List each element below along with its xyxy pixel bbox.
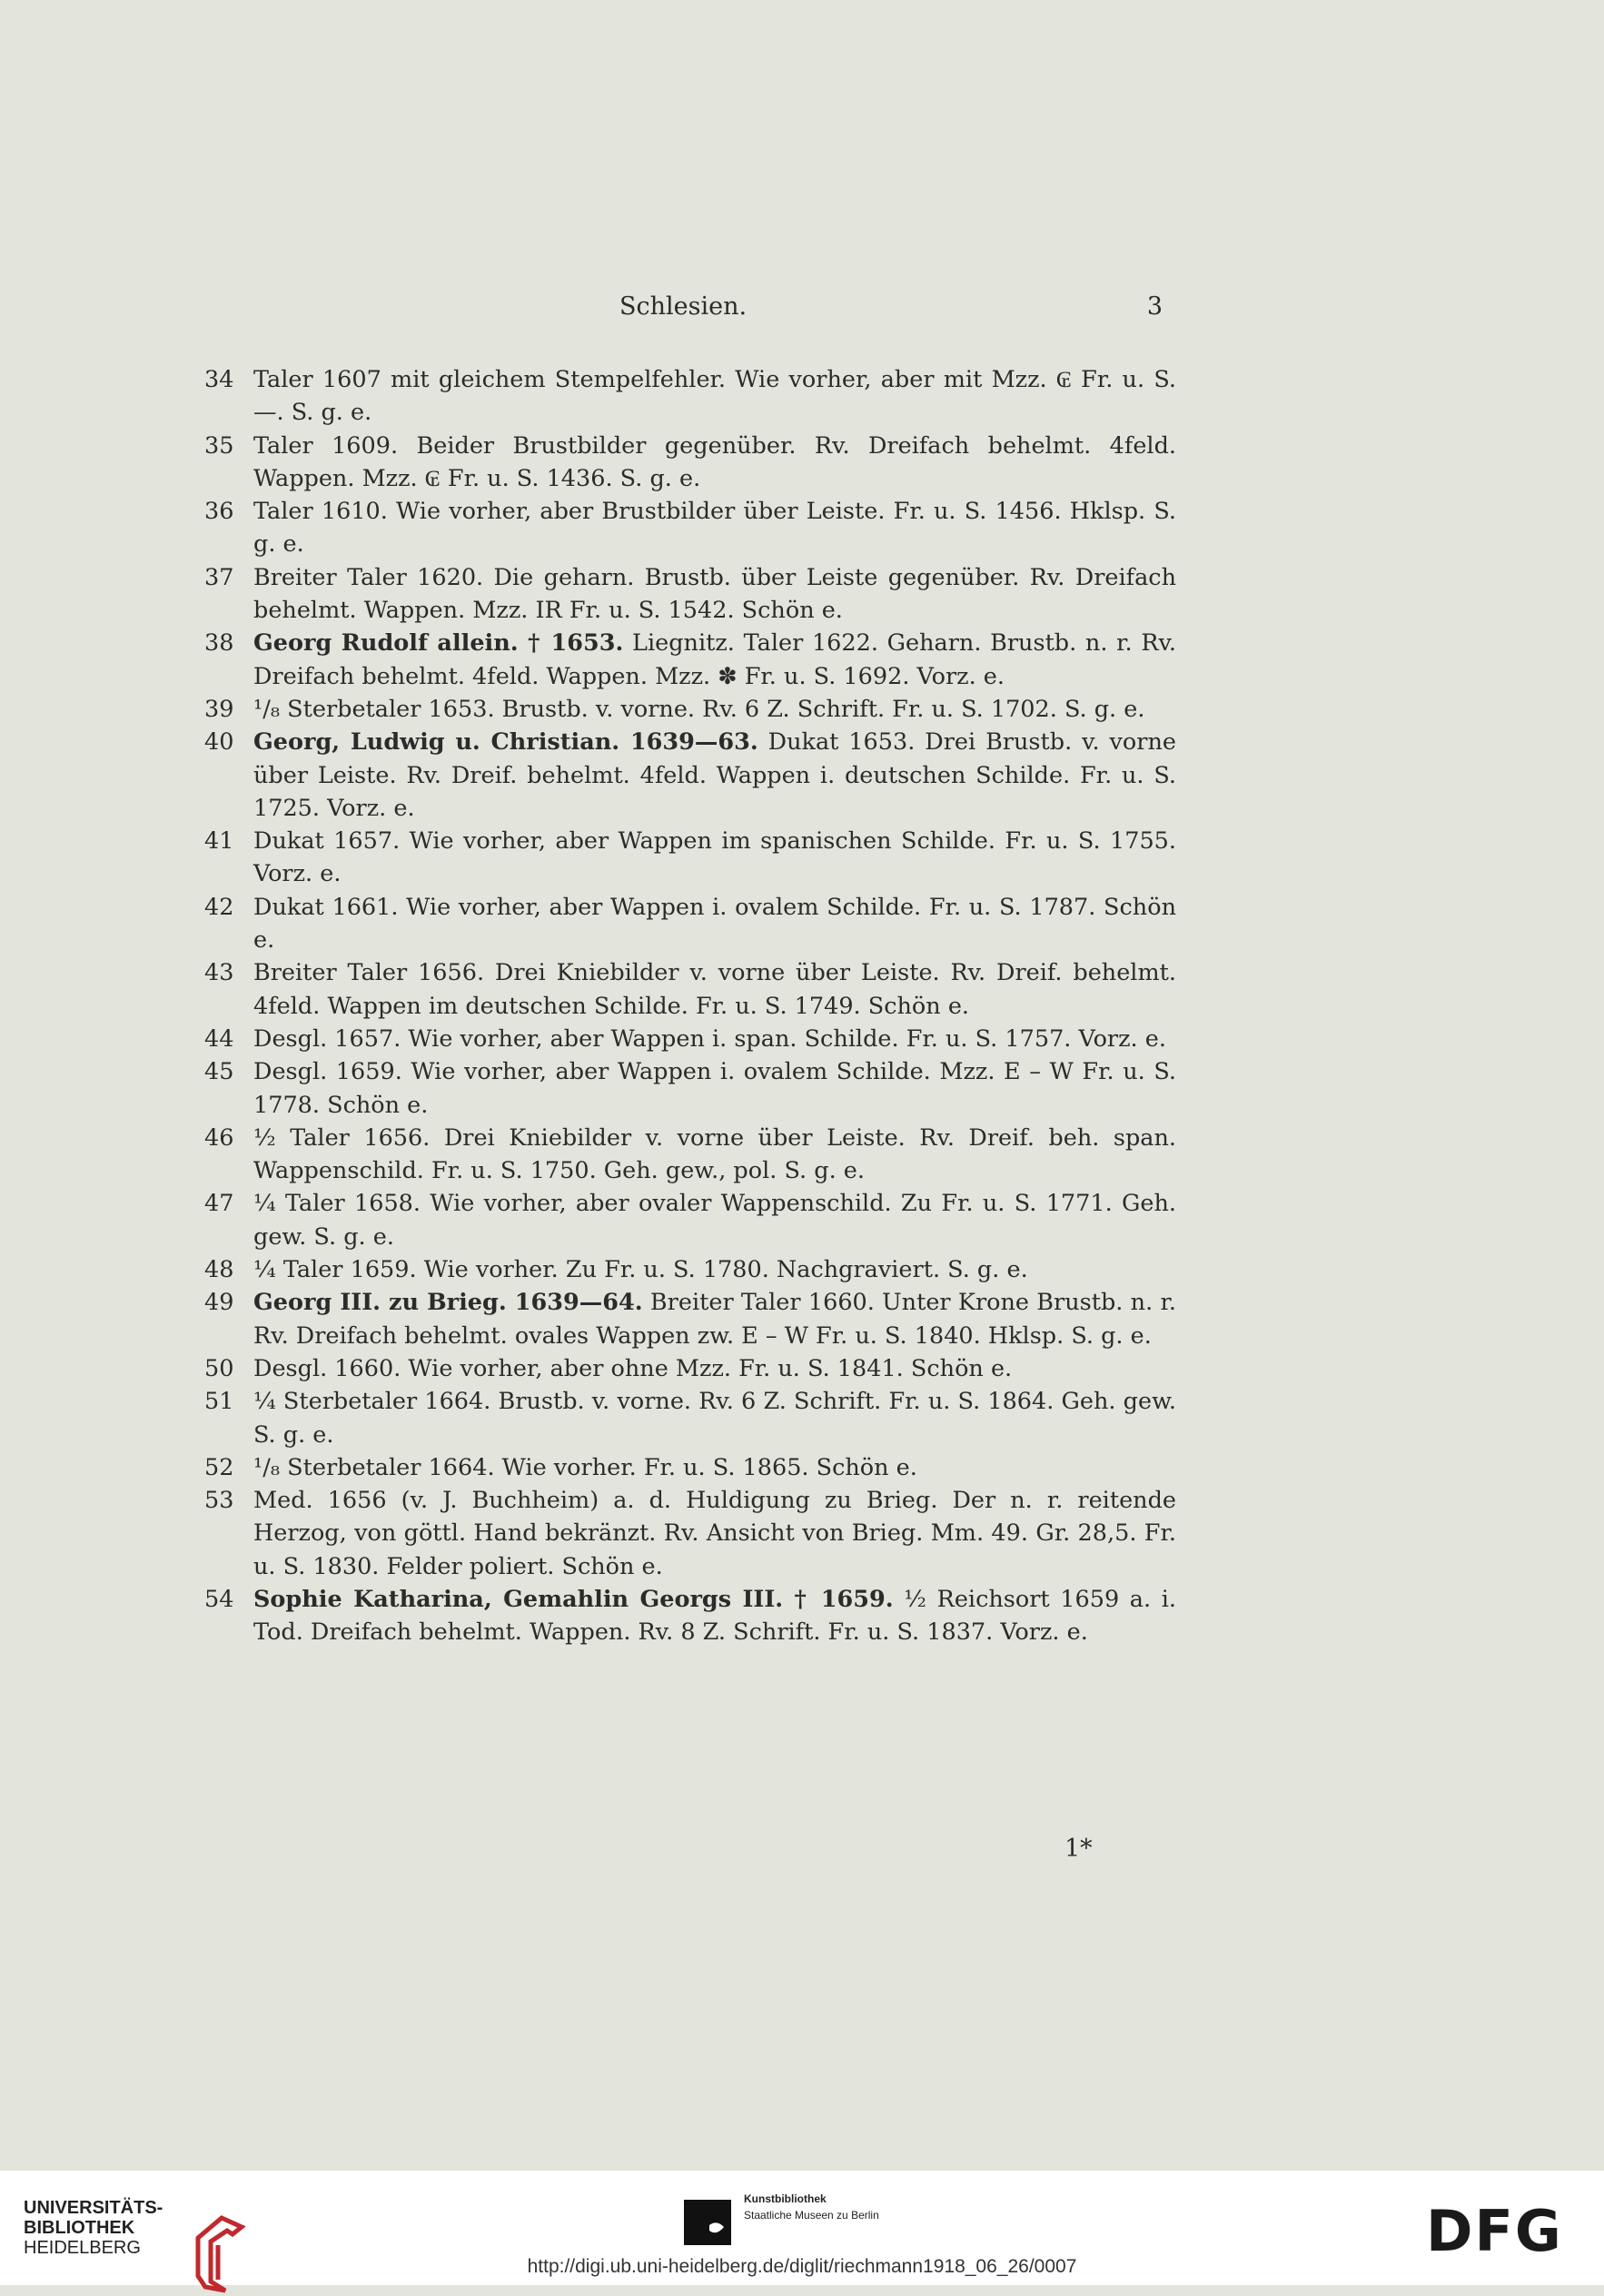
catalog-entry — [204, 561, 1176, 628]
entry-text — [253, 1286, 1176, 1352]
ub-line-3: HEIDELBERG — [24, 2238, 141, 2258]
entry-text — [253, 825, 1176, 891]
page-number: 3 — [1146, 292, 1163, 321]
ub-heidelberg-logo-icon — [185, 2214, 249, 2296]
catalog-entries — [204, 363, 1176, 1649]
entry-description: Dukat 1661. Wie vorher, aber Wappen i. ovalem Schilde. Fr. u. S. 1787. Schön e. — [253, 893, 1176, 955]
entry-text — [253, 430, 1176, 496]
entry-text — [253, 726, 1176, 825]
entry-number: 45 — [204, 1058, 234, 1086]
entry-number: 50 — [204, 1354, 234, 1382]
entry-text — [253, 495, 1176, 561]
kb-line-2: Staatliche Museen zu Berlin — [744, 2209, 879, 2222]
entry-heading: Georg Rudolf allein. † 1653. — [253, 629, 624, 658]
entry-text — [253, 891, 1176, 957]
entry-number: 37 — [204, 563, 234, 591]
catalog-entry — [204, 1023, 1176, 1055]
entry-description: Dukat 1653. Drei Brustb. v. vorne über Leiste. Rv. Dreif. behelmt. 4feld. Wappen i. deutschen Schilde. Fr. u. S. 1725. Vorz. e. — [253, 728, 1176, 822]
entry-description: Desgl. 1660. Wie vorher, aber ohne Mzz. Fr. u. S. 1841. Schön e. — [253, 1354, 1013, 1382]
footer — [0, 2171, 1604, 2285]
entry-text — [253, 1484, 1176, 1583]
entry-description: Breiter Taler 1660. Unter Krone Brustb. n. r. Rv. Dreifach behelmt. ovales Wappen zw. E – W Fr. u. S. 1840. Hklsp. S. g. e. — [253, 1289, 1176, 1350]
catalog-entry — [204, 726, 1176, 825]
entry-text — [253, 627, 1176, 693]
page-header — [209, 292, 1172, 329]
entry-number: 46 — [204, 1123, 234, 1152]
entry-number: 39 — [204, 695, 234, 723]
catalog-entry — [204, 1484, 1176, 1583]
entry-text — [253, 1055, 1176, 1122]
ub-line-1: UNIVERSITÄTS- — [24, 2198, 163, 2218]
entry-number: 48 — [204, 1256, 234, 1284]
catalog-entry — [204, 1187, 1176, 1253]
catalog-entry — [204, 495, 1176, 561]
entry-number: 38 — [204, 629, 234, 658]
entry-description: Med. 1656 (v. J. Buchheim) a. d. Huldigung zu Brieg. Der n. r. reitende Herzog, von göttl. Hand bekränzt. Rv. Ansicht von Brieg. Mm. 49. Gr. 28,5. Fr. u. S. 1830. Felder poliert. Schön e. — [253, 1487, 1176, 1580]
kb-line-1: Kunstbibliothek — [744, 2192, 827, 2205]
catalog-entry — [204, 1451, 1176, 1484]
entry-description: Taler 1610. Wie vorher, aber Brustbilder über Leiste. Fr. u. S. 1456. Hklsp. S. g. e. — [253, 498, 1176, 559]
entry-text — [253, 1385, 1176, 1451]
entry-description: Taler 1609. Beider Brustbilder gegenüber. Rv. Dreifach behelmt. 4feld. Wappen. Mzz. ₢ Fr. u. S. 1436. S. g. e. — [253, 431, 1176, 492]
catalog-entry — [204, 956, 1176, 1023]
entry-description: Breiter Taler 1620. Die geharn. Brustb. über Leiste gegenüber. Rv. Dreifach behelmt. Wappen. Mzz. IR Fr. u. S. 1542. Schön e. — [253, 563, 1176, 625]
entry-number: 36 — [204, 498, 234, 526]
entry-number: 41 — [204, 827, 234, 856]
entry-text — [253, 1122, 1176, 1188]
entry-number: 54 — [204, 1585, 234, 1613]
entry-text — [253, 1253, 1176, 1286]
ub-heidelberg-logo[interactable] — [24, 2198, 163, 2258]
entry-description: Desgl. 1657. Wie vorher, aber Wappen i. span. Schilde. Fr. u. S. 1757. Vorz. e. — [253, 1024, 1166, 1053]
entry-description: ¼ Sterbetaler 1664. Brustb. v. vorne. Rv. 6 Z. Schrift. Fr. u. S. 1864. Geh. gew. S. g. e. — [253, 1388, 1176, 1449]
catalog-entry — [204, 1122, 1176, 1188]
entry-number: 42 — [204, 893, 234, 921]
entry-heading: Georg, Ludwig u. Christian. 1639—63. — [253, 728, 758, 757]
entry-description: ¼ Taler 1658. Wie vorher, aber ovaler Wappenschild. Zu Fr. u. S. 1771. Geh. gew. S. g. e. — [253, 1190, 1176, 1251]
entry-text — [253, 561, 1176, 628]
entry-number: 52 — [204, 1453, 234, 1481]
entry-description: Taler 1607 mit gleichem Stempelfehler. Wie vorher, aber mit Mzz. ₢ Fr. u. S. —. S. g. e. — [253, 366, 1176, 427]
entry-number: 44 — [204, 1024, 234, 1053]
catalog-entry — [204, 891, 1176, 957]
catalog-entry — [204, 363, 1176, 430]
entry-description: ¹/₈ Sterbetaler 1653. Brustb. v. vorne. Rv. 6 Z. Schrift. Fr. u. S. 1702. S. g. e. — [253, 695, 1145, 723]
catalog-entry — [204, 693, 1176, 726]
dfg-logo[interactable]: DFG — [1426, 2198, 1563, 2264]
page-title: Schlesien. — [619, 292, 748, 321]
catalog-entry — [204, 1055, 1176, 1122]
catalog-entry — [204, 430, 1176, 496]
signature-mark: 1* — [1064, 1835, 1093, 1863]
entry-text — [253, 1352, 1176, 1385]
catalog-entry — [204, 627, 1176, 693]
entry-description: ½ Taler 1656. Drei Kniebilder v. vorne über Leiste. Rv. Dreif. beh. span. Wappenschild. Fr. u. S. 1750. Geh. gew., pol. S. g. e. — [253, 1123, 1176, 1185]
entry-text — [253, 1023, 1176, 1055]
entry-text — [253, 1187, 1176, 1253]
entry-text — [253, 363, 1176, 430]
entry-description: Desgl. 1659. Wie vorher, aber Wappen i. ovalem Schilde. Mzz. E – W Fr. u. S. 1778. Schön e. — [253, 1058, 1176, 1119]
entry-number: 43 — [204, 959, 234, 987]
catalog-entry — [204, 825, 1176, 891]
entry-number: 51 — [204, 1388, 234, 1416]
entry-text — [253, 1583, 1176, 1649]
catalog-entry — [204, 1583, 1176, 1649]
kunstbibliothek-logo-icon — [684, 2200, 731, 2245]
catalog-entry — [204, 1352, 1176, 1385]
permalink-url[interactable]: http://digi.ub.uni-heidelberg.de/diglit/riechmann1918_06_26/0007 — [527, 2256, 1077, 2277]
entry-heading: Georg III. zu Brieg. 1639—64. — [253, 1289, 643, 1317]
entry-description: ¹/₈ Sterbetaler 1664. Wie vorher. Fr. u. S. 1865. Schön e. — [253, 1453, 917, 1481]
entry-number: 35 — [204, 431, 234, 460]
entry-number: 49 — [204, 1289, 234, 1317]
catalog-entry — [204, 1385, 1176, 1451]
entry-heading: Sophie Katharina, Gemahlin Georgs III. † 1659. — [253, 1585, 894, 1613]
entry-description: ¼ Taler 1659. Wie vorher. Zu Fr. u. S. 1780. Nachgraviert. S. g. e. — [253, 1256, 1028, 1284]
catalog-entry — [204, 1253, 1176, 1286]
entry-text — [253, 956, 1176, 1023]
entry-number: 34 — [204, 366, 234, 393]
entry-number: 53 — [204, 1487, 234, 1515]
kunstbibliothek-text — [744, 2191, 879, 2223]
ub-line-2: BIBLIOTHEK — [24, 2218, 135, 2238]
entry-number: 47 — [204, 1190, 234, 1218]
entry-description: ½ Reichsort 1659 a. i. Tod. Dreifach behelmt. Wappen. Rv. 8 Z. Schrift. Fr. u. S. 1837. Vorz. e. — [253, 1585, 1176, 1647]
entry-text — [253, 1451, 1176, 1484]
entry-description: Breiter Taler 1656. Drei Kniebilder v. vorne über Leiste. Rv. Dreif. behelmt. 4feld. Wappen im deutschen Schilde. Fr. u. S. 1749. Schön e. — [253, 959, 1176, 1020]
entry-number: 40 — [204, 728, 234, 757]
catalog-entry — [204, 1286, 1176, 1352]
ub-heidelberg-text — [24, 2198, 163, 2258]
entry-text — [253, 693, 1176, 726]
entry-description: Dukat 1657. Wie vorher, aber Wappen im spanischen Schilde. Fr. u. S. 1755. Vorz. e. — [253, 827, 1176, 888]
entry-description: Liegnitz. Taler 1622. Geharn. Brustb. n. r. Rv. Dreifach behelmt. 4feld. Wappen. Mzz. ✽ Fr. u. S. 1692. Vorz. e. — [253, 629, 1177, 690]
